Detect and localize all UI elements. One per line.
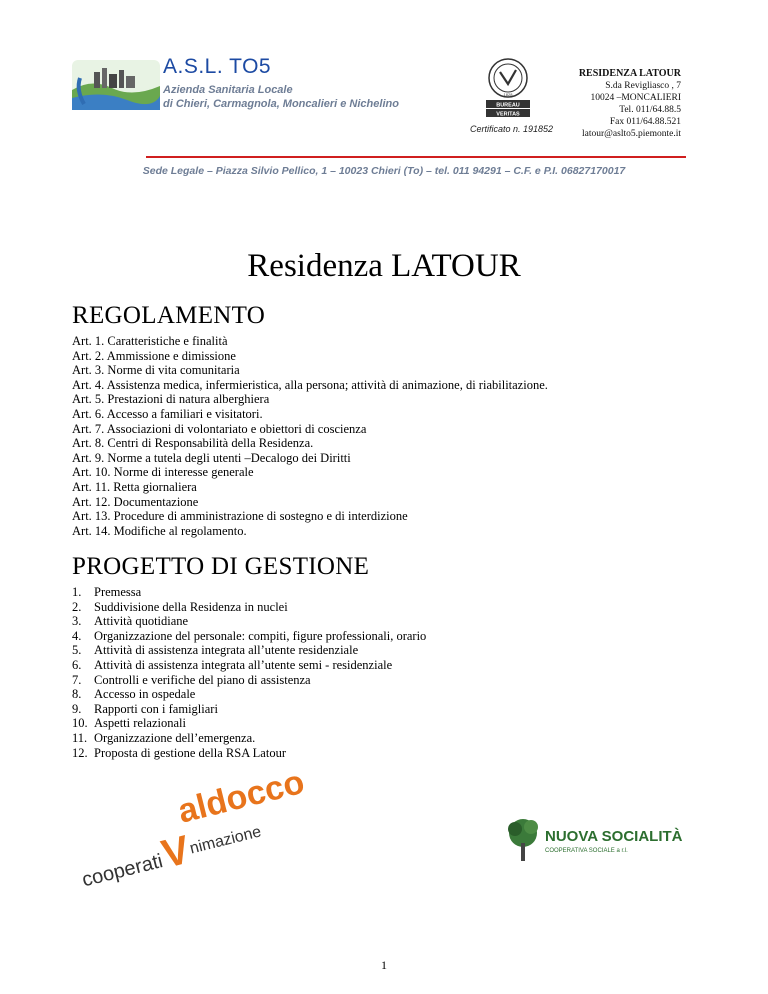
list-item	[72, 600, 426, 615]
item-number: 9.	[72, 701, 82, 716]
contact-fax: Fax 011/64.88.521	[609, 117, 681, 127]
item-text: Rapporti con i famigliari	[94, 701, 218, 716]
list-item	[72, 643, 426, 658]
item-text: Organizzazione dell’emergenza.	[94, 730, 256, 745]
list-item	[72, 629, 426, 644]
contact-email: latour@aslto5.piemonte.it	[582, 129, 681, 139]
list-item: Art. 13. Procedure di amministrazione di sostegno e di interdizione	[72, 509, 408, 524]
nuova-sub: COOPERATIVA SOCIALE a r.l.	[545, 848, 628, 854]
valdocco-aldocco: aldocco	[174, 762, 309, 831]
registered-office: Sede Legale – Piazza Silvio Pellico, 1 – 10023 Chieri (To) – tel. 011 94291 – C.F. e P.I. 06827170017	[142, 165, 626, 177]
item-number: 7.	[72, 672, 82, 687]
contact-title: RESIDENZA LATOUR	[578, 68, 681, 79]
contact-city: 10024 –MONCALIERI	[590, 93, 681, 103]
valdocco-v: V	[157, 827, 195, 877]
list-item: Art. 14. Modifiche al regolamento.	[72, 523, 247, 538]
list-item	[72, 731, 426, 746]
progetto-list	[72, 585, 426, 760]
asl-title: A.S.L. TO5	[163, 55, 272, 78]
nuova-socialita-logo	[505, 815, 683, 865]
item-text: Proposta di gestione della RSA Latour	[94, 745, 286, 760]
list-item: Art. 2. Ammissione e dimissione	[72, 348, 236, 363]
contact-block	[579, 68, 681, 140]
valdocco-logo	[72, 762, 309, 892]
asl-subtitle-1: Azienda Sanitaria Locale	[163, 84, 293, 96]
item-text: Attività di assistenza integrata all’utente semi - residenziale	[94, 657, 393, 672]
item-text: Attività di assistenza integrata all’utente residenziale	[94, 643, 359, 658]
regolamento-list	[72, 334, 548, 538]
veritas-label-1: BUREAU	[496, 102, 520, 109]
header-divider	[146, 156, 686, 158]
item-text: Premessa	[94, 585, 142, 599]
item-text: Aspetti relazionali	[94, 716, 186, 731]
list-item	[72, 673, 426, 688]
item-number: 5.	[72, 643, 82, 658]
document-title: Residenza LATOUR	[247, 248, 521, 284]
contact-address: S.da Revigliasco , 7	[605, 81, 681, 91]
valdocco-cooperati: cooperati	[79, 850, 166, 892]
list-item	[72, 687, 426, 702]
item-number: 3.	[72, 614, 82, 629]
list-item	[72, 702, 426, 717]
progetto-heading: PROGETTO DI GESTIONE	[72, 553, 370, 580]
list-item: Art. 1. Caratteristiche e finalità	[72, 334, 228, 348]
item-number: 10.	[72, 716, 88, 731]
list-item	[72, 585, 426, 600]
item-number: 2.	[72, 599, 82, 614]
item-number: 8.	[72, 687, 82, 702]
item-number: 6.	[72, 657, 82, 672]
regolamento-heading: REGOLAMENTO	[72, 302, 266, 329]
item-number: 12.	[72, 745, 88, 760]
asl-logo	[72, 60, 160, 110]
list-item: Art. 11. Retta giornaliera	[72, 479, 197, 494]
asl-subtitle-2: di Chieri, Carmagnola, Moncalieri e Nichelino	[163, 98, 399, 110]
list-item: Art. 12. Documentazione	[72, 494, 199, 509]
list-item	[72, 716, 426, 731]
list-item	[72, 658, 426, 673]
valdocco-animazione: nimazione	[188, 823, 263, 858]
list-item: Art. 7. Associazioni di volontariato e obiettori di coscienza	[72, 421, 367, 436]
veritas-year: 1828	[503, 92, 513, 97]
item-number: 4.	[72, 628, 82, 643]
nuova-title: NUOVA SOCIALITÀ	[545, 828, 683, 845]
list-item	[72, 746, 426, 761]
bureau-veritas-logo	[478, 56, 538, 120]
item-text: Organizzazione del personale: compiti, figure professionali, orario	[94, 628, 427, 643]
list-item: Art. 6. Accesso a familiari e visitatori.	[72, 406, 263, 421]
item-text: Suddivisione della Residenza in nuclei	[94, 599, 288, 614]
page-number: 1	[381, 958, 387, 972]
list-item: Art. 9. Norme a tutela degli utenti –Decalogo dei Diritti	[72, 450, 351, 465]
certificate-number: Certificato n. 191852	[470, 124, 554, 134]
list-item: Art. 10. Norme di interesse generale	[72, 465, 254, 480]
list-item: Art. 3. Norme di vita comunitaria	[72, 363, 240, 378]
list-item: Art. 8. Centri di Responsabilità della Residenza.	[72, 436, 314, 451]
veritas-label-2: VERITAS	[496, 111, 520, 118]
item-text: Attività quotidiane	[94, 614, 189, 629]
item-number: 1.	[72, 585, 82, 599]
item-number: 11.	[72, 730, 88, 745]
item-text: Controlli e verifiche del piano di assistenza	[94, 672, 311, 687]
item-text: Accesso in ospedale	[94, 687, 196, 702]
list-item: Art. 5. Prestazioni di natura alberghiera	[72, 392, 270, 407]
list-item	[72, 614, 426, 629]
list-item: Art. 4. Assistenza medica, infermieristica, alla persona; attività di animazione, di riabilitazione.	[72, 377, 548, 392]
contact-phone: Tel. 011/64.88.5	[619, 105, 681, 115]
